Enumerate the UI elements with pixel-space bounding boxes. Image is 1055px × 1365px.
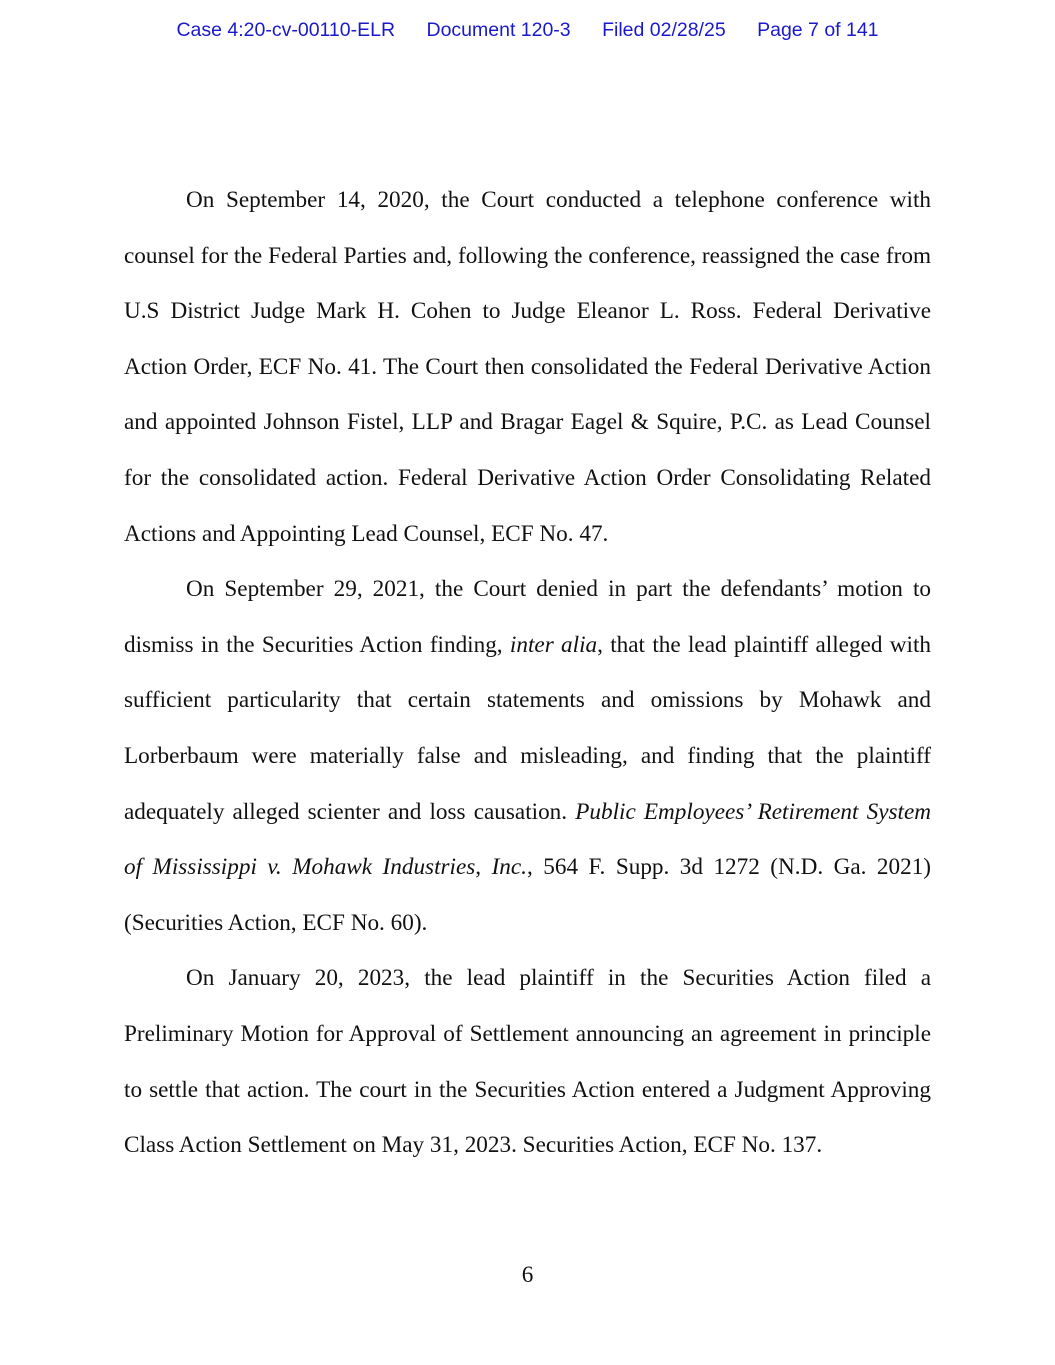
paragraph-settlement: On January 20, 2023, the lead plaintiff in the Securities Action filed a Preliminary Motion for Approval of Settlement announcing an agreement in principle to settle that action. The court in the Securities Action entered a Judgment Approving Class Action Settlement on May 31, 2023. Securities Action, ECF No. 137. <box>124 965 931 1159</box>
paragraph-text: , 564 F. Supp. 3d 1272 (N.D. Ga. 2021) (Securities Action, ECF No. 60). <box>124 854 932 936</box>
paragraph-text: On September 29, 2021, the Court denied in part the defendants’ motion to dismiss in the Securities Action finding, <box>124 576 931 658</box>
paragraph-text: , that the lead plaintiff alleged with sufficient particularity that certain statements and omissions by Mohawk and Lorberbaum were materially false and misleading, and finding that the plaintiff adequately alleged scienter and loss causation. <box>124 631 931 825</box>
case-citation: Public Employees’ Retirement System of Mississippi v. Mohawk Industries, Inc. <box>124 798 931 881</box>
italic-phrase: inter alia <box>509 631 598 658</box>
page-number: 6 <box>521 1262 534 1288</box>
paragraph-motion-to-dismiss <box>124 562 931 951</box>
ecf-filing-header <box>0 19 1055 42</box>
case-number: Case 4:20-cv-00110-ELR <box>176 19 396 41</box>
document-number: Document 120-3 <box>426 19 571 41</box>
filed-date: Filed 02/28/25 <box>602 19 726 41</box>
page-count: Page 7 of 141 <box>757 19 879 41</box>
paragraph-telephone-conference: On September 14, 2020, the Court conducted a telephone conference with counsel for the Federal Parties and, following the conference, reassigned the case from U.S District Judge Mark H. Cohen to Judge Eleanor L. Ross. Federal Derivative Action Order, ECF No. 41. The Court then consolidated the Federal Derivative Action and appointed Johnson Fistel, LLP and Bragar Eagel & Squire, P.C. as Lead Counsel for the consolidated action. Federal Derivative Action Order Consolidating Related Actions and Appointing Lead Counsel, ECF No. 47. <box>124 187 931 547</box>
document-body <box>124 173 931 1174</box>
